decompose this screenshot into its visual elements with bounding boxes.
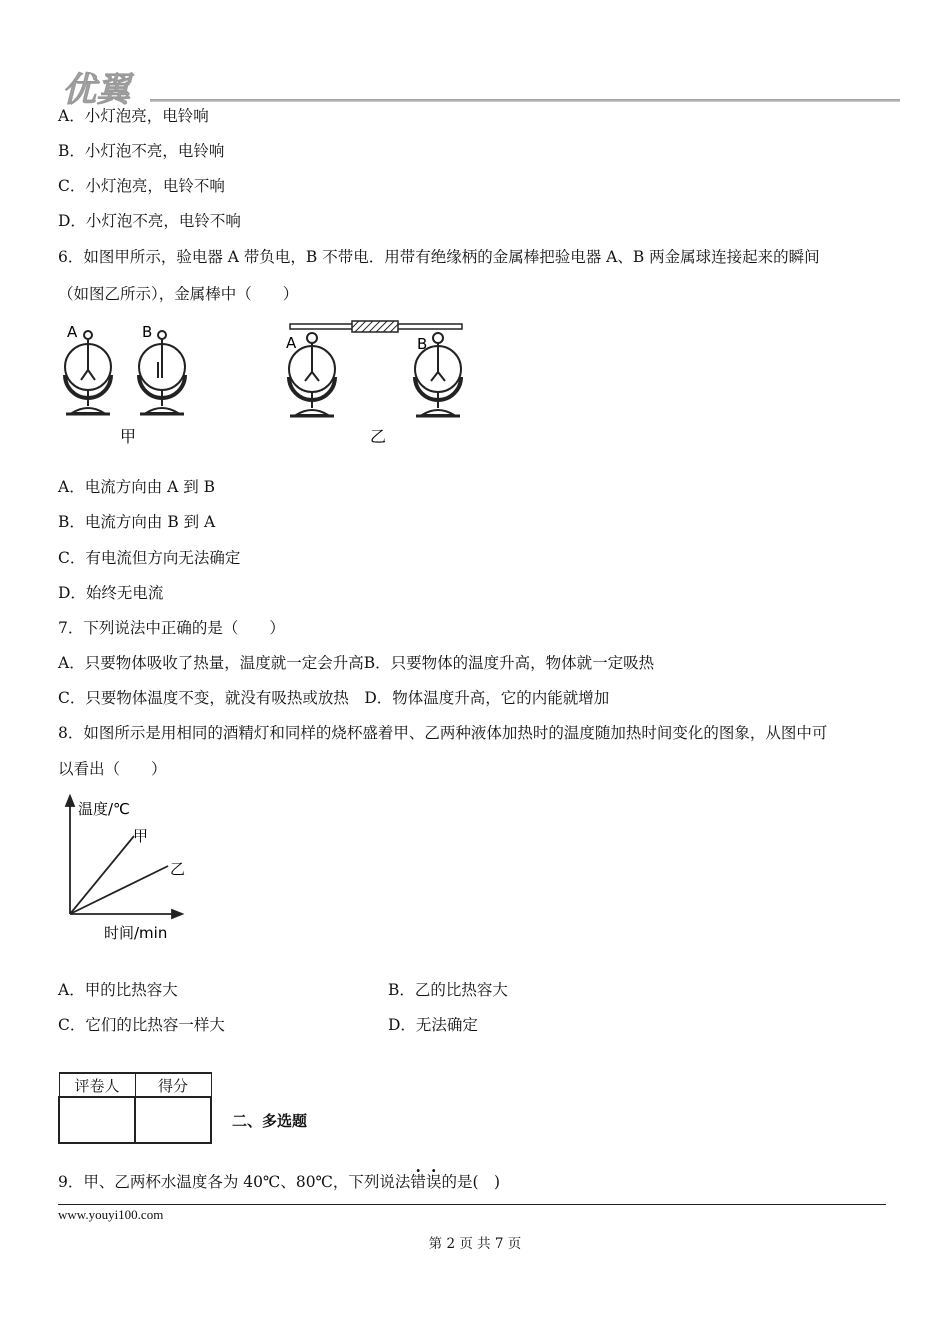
label-a-yi: A xyxy=(286,334,297,352)
score-table-grader-cell[interactable] xyxy=(59,1097,135,1143)
q8-option-c: C．它们的比热容一样大 xyxy=(58,1016,225,1034)
x-axis-label: 时间/min xyxy=(104,924,168,942)
label-yi: 乙 xyxy=(370,427,387,446)
q6-option-d: D．始终无电流 xyxy=(58,584,164,602)
q6-figure xyxy=(50,318,480,450)
q7-options-line1: A．只要物体吸收了热量，温度就一定会升高B．只要物体的温度升高，物体就一定吸热 xyxy=(58,654,655,672)
label-a-jia: A xyxy=(67,323,78,341)
line-jia xyxy=(70,836,134,914)
q9-emphasis-2: 误 xyxy=(425,1173,442,1191)
q5-option-b: B．小灯泡不亮，电铃响 xyxy=(58,142,225,160)
q9-stem-after: 的是( ) xyxy=(441,1173,501,1191)
q7-stem: 7．下列说法中正确的是（ ） xyxy=(58,619,285,637)
q6-option-c: C．有电流但方向无法确定 xyxy=(58,549,241,567)
score-table-score-cell[interactable] xyxy=(135,1097,211,1143)
y-axis-label: 温度/℃ xyxy=(78,800,130,818)
line-yi xyxy=(70,866,168,914)
label-b-yi: B xyxy=(417,335,428,353)
q5-option-a: A．小灯泡亮，电铃响 xyxy=(58,107,209,125)
label-b-jia: B xyxy=(142,323,153,341)
q8-stem-line2: 以看出（ ） xyxy=(58,760,167,778)
electroscope-b-jia xyxy=(139,331,185,414)
footer-url: www.youyi100.com xyxy=(58,1207,164,1222)
metal-rod xyxy=(290,321,462,332)
section2-title: 二、多选题 xyxy=(232,1112,308,1130)
q7-options-line2: C．只要物体温度不变，就没有吸热或放热 D．物体温度升高，它的内能就增加 xyxy=(58,689,610,707)
q5-option-d: D．小灯泡不亮，电铃不响 xyxy=(58,212,241,230)
x-axis-arrow xyxy=(172,910,182,918)
y-axis-arrow xyxy=(66,796,74,806)
q6-stem-line1: 6．如图甲所示，验电器 A 带负电，B 不带电．用带有绝缘柄的金属棒把验电器 A、B 两金属球连接起来的瞬间 xyxy=(58,248,820,266)
header-rule xyxy=(150,99,900,102)
line-jia-label: 甲 xyxy=(133,827,149,845)
q8-temperature-graph xyxy=(58,792,198,944)
score-table-grader-header: 评卷人 xyxy=(59,1073,135,1097)
q6-stem-line2: （如图乙所示），金属棒中（ ） xyxy=(58,285,299,303)
q9-stem xyxy=(58,1172,500,1192)
q6-option-a: A．电流方向由 A 到 B xyxy=(58,478,216,496)
q8-option-b: B．乙的比热容大 xyxy=(388,981,508,999)
q8-stem-line1: 8．如图所示是用相同的酒精灯和同样的烧杯盛着甲、乙两种液体加热时的温度随加热时间变化的图象，从图中可 xyxy=(58,724,828,742)
label-jia: 甲 xyxy=(120,427,137,446)
q5-option-c: C．小灯泡亮，电铃不响 xyxy=(58,177,225,195)
electroscope-a-jia xyxy=(65,331,111,414)
q6-option-b: B．电流方向由 B 到 A xyxy=(58,513,216,531)
footer-rule xyxy=(58,1204,886,1205)
q8-option-d: D．无法确定 xyxy=(388,1016,478,1034)
score-table xyxy=(58,1072,212,1144)
score-table-score-header: 得分 xyxy=(135,1073,211,1097)
line-yi-label: 乙 xyxy=(170,860,186,878)
q9-stem-before: 9．甲、乙两杯水温度各为 40℃、80℃，下列说法 xyxy=(58,1173,411,1191)
logo-text: 优翼 xyxy=(62,70,130,106)
q9-emphasis-1: 错 xyxy=(410,1173,426,1191)
q8-option-a: A．甲的比热容大 xyxy=(58,981,178,999)
page-number: 第 2 页 共 7 页 xyxy=(428,1236,522,1252)
